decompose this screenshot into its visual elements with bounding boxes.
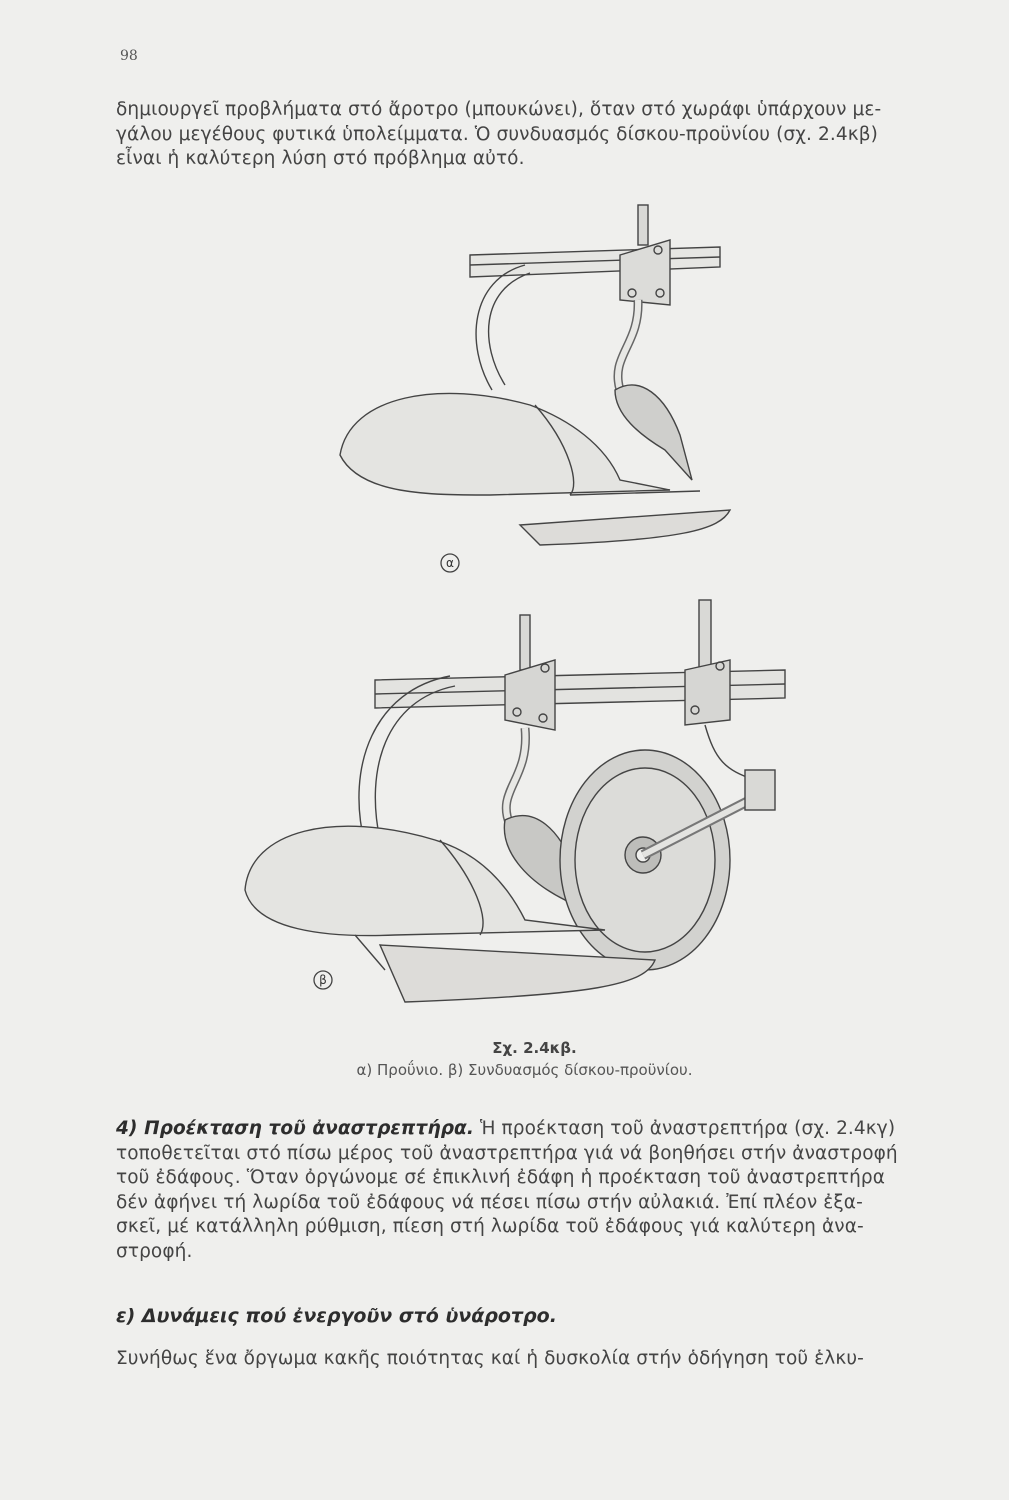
extension-paragraph [116,1117,952,1264]
section-heading: ε) Δυνάμεις πού ἐνεργοῦν στό ὑνάροτρο. [116,1305,557,1327]
text-line: εἶναι ἡ καλύτερη λύση στό πρόβλημα αὐτό. [116,148,525,169]
text-line: σκεῖ, μέ κατάλληλη ρύθμιση, πίεση στή λωρίδα τοῦ ἐδάφους γιά καλύτερη ἀνα- [116,1216,864,1237]
text-line: στροφή. [116,1240,193,1262]
text-line: Συνήθως ἕνα ὄργωμα κακῆς ποιότητας καί ἡ δυσκολία στήν ὁδήγηση τοῦ ἑλκυ- [116,1348,864,1369]
text-line: γάλου μεγέθους φυτικά ὑπολείμματα. Ὁ συνδυασμός δίσκου-προϋνίου (σχ. 2.4κβ) [116,123,878,145]
text-line-rest: Ἡ προέκταση τοῦ ἀναστρεπτήρα (σχ. 2.4κγ) [474,1118,896,1139]
text-line: δημιουργεῖ προβλήματα στό ἄροτρο (μπουκώνει), ὅταν στό χωράφι ὑπάρχουν με- [116,99,882,120]
figure-b-label: β [319,973,327,987]
text-line [116,1117,952,1142]
intro-paragraph [116,98,952,172]
forces-paragraph [116,1347,952,1372]
page-number: 98 [120,48,138,64]
figure-a-label: α [446,556,454,570]
figure-a-share-illustration [320,195,740,575]
paragraph-heading: 4) Προέκταση τοῦ ἀναστρεπτήρα. [116,1118,474,1139]
text-line: δέν ἀφήνει τή λωρίδα τοῦ ἐδάφους νά πέσει πίσω στήν αὐλακιά. Ἐπί πλέον ἐξα- [116,1191,863,1213]
figure-caption-description: α) Προΰνιο. β) Συνδυασμός δίσκου-προϋνίου. [356,1061,693,1079]
figure-b-disc-share-illustration [225,590,805,1020]
figure-caption-title: Σχ. 2.4κβ. [492,1039,577,1057]
text-line: τοποθετεῖται στό πίσω μέρος τοῦ ἀναστρεπτήρα γιά νά βοηθήσει στήν ἀναστροφή [116,1142,898,1164]
text-line: τοῦ ἐδάφους. Ὅταν ὀργώνομε σέ ἐπικλινή ἐδάφη ἡ προέκταση τοῦ ἀναστρεπτήρα [116,1167,886,1188]
